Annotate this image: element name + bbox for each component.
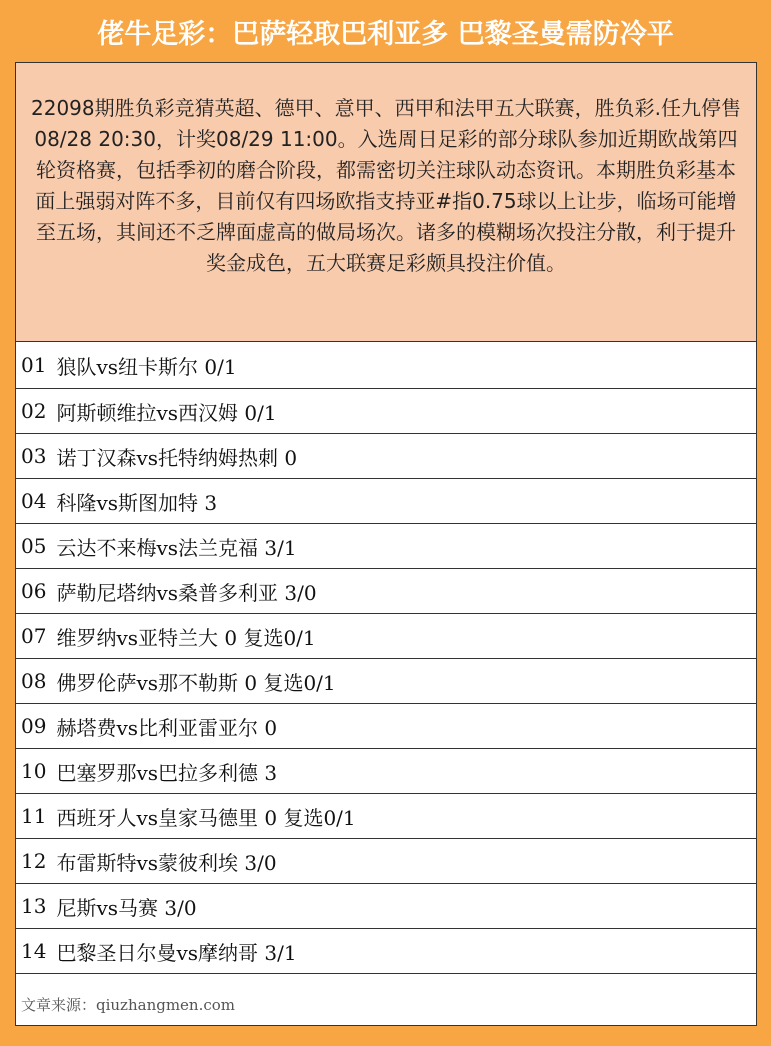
match-number: 07 [21,624,47,648]
match-row [16,929,756,974]
match-text: 云达不来梅vs法兰克福 3/1 [56,535,297,560]
match-number: 12 [21,849,47,873]
match-row [16,479,756,524]
match-text: 科隆vs斯图加特 3 [56,490,218,515]
match-row [16,749,756,794]
source-credit: 文章来源：qiuzhangmen.com [21,995,236,1014]
match-number: 04 [21,489,47,513]
content-card [15,62,757,1026]
match-text: 诺丁汉森vs托特纳姆热刺 0 [56,445,298,470]
match-number: 08 [21,669,47,693]
match-text: 尼斯vs马赛 3/0 [56,895,197,920]
match-number: 13 [21,894,47,918]
match-text: 巴黎圣日尔曼vs摩纳哥 3/1 [56,940,297,965]
match-row [16,434,756,479]
intro-paragraph: 22098期胜负彩竞猜英超、德甲、意甲、西甲和法甲五大联赛，胜负彩.任九停售08/28 20:30，计奖08/29 11:00。入选周日足彩的部分球队参加近期欧战第四轮资格赛，包括季初的磨合阶段，都需密切关注球队动态资讯。本期胜负彩基本面上强弱对阵不多，目前仅有四场欧指支持亚#指0.75球以上让步，临场可能增至五场，其间还不乏牌面虚高的做局场次。诸多的模糊场次投注分散，利于提升奖金成色，五大联赛足彩颇具投注价值。 [16,63,756,342]
match-number: 11 [21,804,47,828]
match-row [16,839,756,884]
match-number: 02 [21,399,47,423]
match-row [16,704,756,749]
match-row [16,389,756,434]
match-number: 10 [21,759,47,783]
match-number: 14 [21,939,47,963]
match-number: 03 [21,444,47,468]
match-row [16,524,756,569]
match-text: 萨勒尼塔纳vs桑普多利亚 3/0 [56,580,317,605]
match-text: 维罗纳vs亚特兰大 0 复选0/1 [56,625,316,650]
match-number: 09 [21,714,47,738]
match-text: 狼队vs纽卡斯尔 0/1 [56,354,237,379]
match-text: 赫塔费vs比利亚雷亚尔 0 [56,715,278,740]
match-row [16,614,756,659]
match-row [16,569,756,614]
match-text: 西班牙人vs皇家马德里 0 复选0/1 [56,805,356,830]
match-list [16,342,756,974]
match-row [16,794,756,839]
match-number: 05 [21,534,47,558]
match-row [16,342,756,389]
match-number: 06 [21,579,47,603]
match-text: 阿斯顿维拉vs西汉姆 0/1 [56,400,277,425]
match-number: 01 [21,353,47,377]
match-text: 布雷斯特vs蒙彼利埃 3/0 [56,850,277,875]
match-text: 佛罗伦萨vs那不勒斯 0 复选0/1 [56,670,336,695]
match-row [16,884,756,929]
page-title: 佬牛足彩：巴萨轻取巴利亚多 巴黎圣曼需防冷平 [97,18,674,50]
match-row [16,659,756,704]
match-text: 巴塞罗那vs巴拉多利德 3 [56,760,278,785]
